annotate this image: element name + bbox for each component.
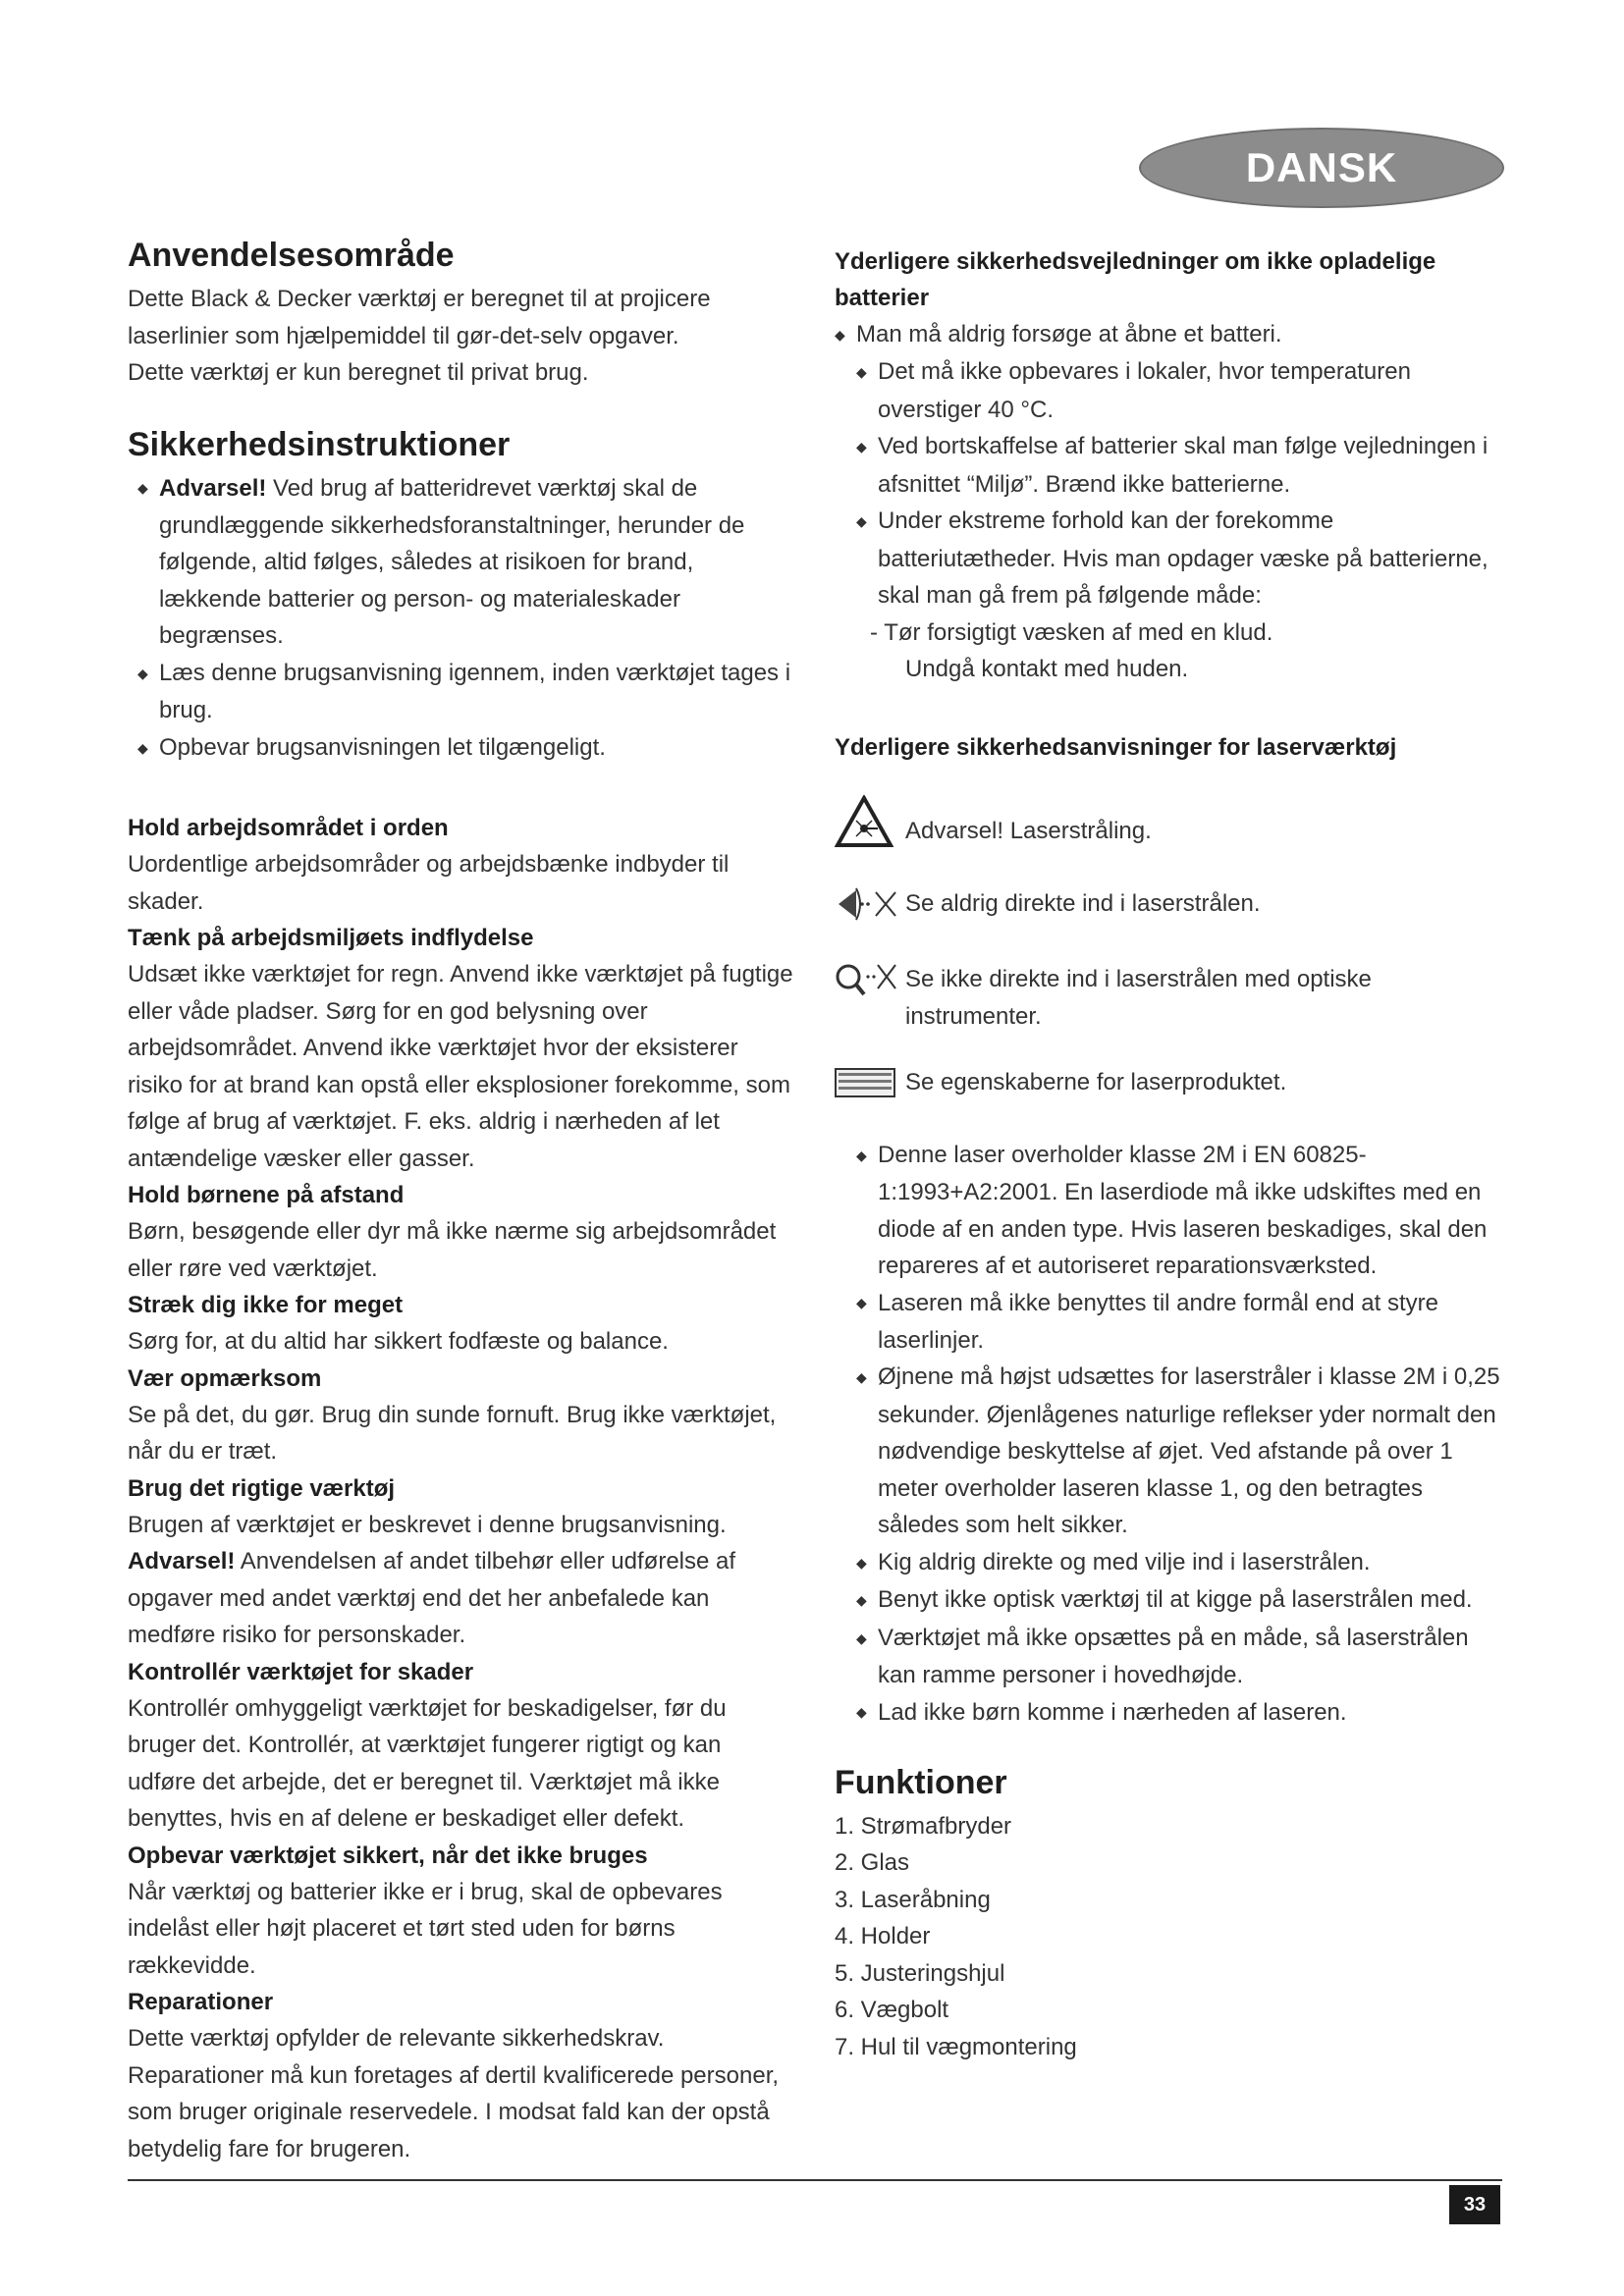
- funktioner-item: 6. Vægbolt: [835, 1997, 949, 2024]
- left-column: [128, 236, 795, 2167]
- section-text: Udsæt ikke værktøjet for regn. Anvend ikke værktøjet på fugtige eller våde pladser. Sørg for en god belysning over arbejdsområdet. Anvend ikke værktøjet hvor der eksisterer risiko for at brand kan opstå eller eksplosioner forekomme, som følge af brug af værktøjet. F. eks. aldrig i nærheden af let antændelige væsker eller gasser.: [128, 961, 793, 1172]
- laser-warning-text: Advarsel! Laserstråling.: [905, 817, 1152, 844]
- page-number: 33: [1449, 2185, 1500, 2224]
- laser-warning-text: Se ikke direkte ind i laserstrålen med optiske instrumenter.: [905, 966, 1372, 1030]
- laser-bullet-text: Denne laser overholder klasse 2M i EN 60825-1:1993+A2:2001. En laserdiode må ikke udskiftes med en diode af en anden type. Hvis laseren beskadiges, skal den repareres af et autoriseret reparationsværksted.: [878, 1141, 1488, 1280]
- laser-bullet: ◆ Lad ikke børn komme i nærheden af laseren.: [856, 1698, 1347, 1726]
- laser-bullet: ◆ Denne laser overholder klasse 2M i EN 60825-1:1993+A2:2001. En laserdiode må ikke udskiftes med en diode af en anden type. Hvis laseren beskadiges, skal den repareres af et autoriseret reparationsværksted.: [856, 1141, 1488, 1280]
- laser-warning-row: [835, 1064, 1502, 1101]
- anvendelse-text-2: Dette værktøj er kun beregnet til privat brug.: [128, 359, 589, 386]
- section-heading: Reparationer: [128, 1989, 274, 2016]
- funktioner-item: 5. Justeringshjul: [835, 1959, 1005, 1987]
- section-heading: Opbevar værktøjet sikkert, når det ikke bruges: [128, 1842, 648, 1869]
- magnifier-beam-icon: [835, 961, 905, 1000]
- laser-bullet-text: Øjnene må højst udsættes for laserstråler i klasse 2M i 0,25 sekunder. Øjenlågenes naturlige reflekser yder normalt den nødvendige beskyttelse af øjet. Ved afstande på over 1 meter overholder laseren klasse 1, og den betragtes således som helt sikker.: [878, 1363, 1500, 1539]
- section-text: Når værktøj og batterier ikke er i brug, skal de opbevares indelåst eller højt placeret et tørt sted uden for børns rækkevidde.: [128, 1878, 723, 1979]
- section-text: Uordentlige arbejdsområder og arbejdsbænke indbyder til skader.: [128, 851, 730, 915]
- laser-heading: Yderligere sikkerhedsanvisninger for laserværktøj: [835, 733, 1397, 761]
- section-text: Sørg for, at du altid har sikkert fodfæste og balance.: [128, 1328, 669, 1356]
- funktioner-title: Funktioner: [835, 1763, 1007, 1801]
- footer-rule: [128, 2179, 1502, 2181]
- sikkerhed-title: Sikkerhedsinstruktioner: [128, 425, 511, 463]
- laser-bullet-text: Laseren må ikke benyttes til andre formål end at styre laserlinjer.: [878, 1289, 1438, 1354]
- section-text: Dette værktøj opfylder de relevante sikkerhedskrav. Reparationer må kun foretages af dertil kvalificerede personer, som bruger originale reservedele. I modsat fald kan der opstå betydelig fare for brugeren.: [128, 2025, 780, 2163]
- sikkerhed-bullet-3-text: Opbevar brugsanvisningen let tilgængeligt.: [159, 733, 606, 761]
- section-heading: Kontrollér værktøjet for skader: [128, 1658, 474, 1685]
- sikkerhed-bullet-2: ◆ Læs denne brugsanvisning igennem, inden værktøjet tages i brug.: [137, 659, 791, 724]
- advarsel-label: Advarsel!: [159, 474, 267, 502]
- funktioner-item: 3. Laseråbning: [835, 1886, 991, 1913]
- laser-bullet: ◆ Benyt ikke optisk værktøj til at kigge på laserstrålen med.: [856, 1586, 1473, 1614]
- sikkerhed-bullet-2-text: Læs denne brugsanvisning igennem, inden værktøjet tages i brug.: [159, 659, 791, 724]
- section-heading: Brug det rigtige værktøj: [128, 1474, 396, 1502]
- battery-bullet: ◆ Man må aldrig forsøge at åbne et batteri.: [835, 321, 1282, 347]
- laser-label-icon: [835, 1068, 905, 1097]
- laser-bullet: ◆ Øjnene må højst udsættes for laserstråler i klasse 2M i 0,25 sekunder. Øjenlågenes naturlige reflekser yder normalt den nødvendige beskyttelse af øjet. Ved afstande på over 1 meter overholder laseren klasse 1, og den betragtes således som helt sikker.: [856, 1363, 1500, 1539]
- battery-bullet-text: Ved bortskaffelse af batterier skal man følge vejledningen i afsnittet “Miljø”. Brænd ikke batterierne.: [878, 433, 1489, 498]
- section-heading: Vær opmærksom: [128, 1364, 322, 1392]
- laser-warning-text: Se egenskaberne for laserproduktet.: [905, 1069, 1287, 1096]
- laser-bullet: ◆ Værktøjet må ikke opsættes på en måde, så laserstrålen kan ramme personer i hovedhøjde.: [856, 1624, 1469, 1689]
- laser-bullet: ◆ Kig aldrig direkte og med vilje ind i laserstrålen.: [856, 1548, 1371, 1575]
- laser-bullet-text: Benyt ikke optisk værktøj til at kigge på laserstrålen med.: [878, 1586, 1473, 1614]
- laser-warning-row: [835, 961, 1502, 1035]
- funktioner-item: 4. Holder: [835, 1923, 931, 1950]
- funktioner-item: 7. Hul til vægmontering: [835, 2033, 1077, 2060]
- section-text: Kontrollér omhyggeligt værktøjet for beskadigelser, før du bruger det. Kontrollér, at værktøjet fungerer rigtigt og kan udføre det arbejde, det er beregnet til. Værktøjet må ikke benyttes, hvis en af delene er beskadiget eller defekt.: [128, 1694, 727, 1833]
- battery-bullet-text: Under ekstreme forhold kan der forekomme batteriutætheder. Hvis man opdager væske på batterierne, skal man gå frem på følgende måde:: [878, 507, 1489, 610]
- funktioner-item: 1. Strømafbryder: [835, 1812, 1012, 1840]
- sikkerhed-bullet-1-text: Ved brug af batteridrevet værktøj skal de grundlæggende sikkerhedsforanstaltninger, herunder de følgende, altid følges, således at risikoen for brand, lækkende batterier og person- og materialeskader begrænses.: [159, 474, 745, 650]
- eye-beam-icon: [835, 882, 905, 926]
- section-text: [128, 1507, 795, 1654]
- battery-sub-1: - Tør forsigtigt væsken af med en klud.: [870, 618, 1273, 646]
- laser-bullet: ◆ Laseren må ikke benyttes til andre formål end at styre laserlinjer.: [856, 1289, 1438, 1354]
- laser-warning-row: [835, 882, 1502, 926]
- battery-heading: Yderligere sikkerhedsvejledninger om ikke opladelige batterier: [835, 248, 1436, 311]
- battery-bullet-text: Det må ikke opbevares i lokaler, hvor temperaturen overstiger 40 °C.: [878, 358, 1411, 423]
- section-heading: Tænk på arbejdsmiljøets indflydelse: [128, 925, 534, 952]
- section-text-part: Brugen af værktøjet er beskrevet i denne brugsanvisning.: [128, 1511, 727, 1538]
- laser-hazard-icon: [835, 795, 905, 848]
- section-heading: Stræk dig ikke for meget: [128, 1292, 404, 1319]
- laser-warning-text: Se aldrig direkte ind i laserstrålen.: [905, 890, 1261, 918]
- anvendelse-text-1: Dette Black & Decker værktøj er beregnet til at projicere laserlinier som hjælpemiddel til gør-det-selv opgaver.: [128, 286, 711, 349]
- sikkerhed-bullet-3: ◆ Opbevar brugsanvisningen let tilgængeligt.: [137, 733, 606, 761]
- battery-sub-2: Undgå kontakt med huden.: [905, 656, 1189, 683]
- anvendelse-title: Anvendelsesområde: [128, 237, 455, 274]
- laser-bullet-text: Lad ikke børn komme i nærheden af laseren.: [878, 1698, 1347, 1726]
- laser-warning-row: [835, 795, 1502, 850]
- laser-bullet-text: Kig aldrig direkte og med vilje ind i laserstrålen.: [878, 1548, 1371, 1575]
- laser-bullet-text: Værktøjet må ikke opsættes på en måde, så laserstrålen kan ramme personer i hovedhøjde.: [878, 1624, 1469, 1689]
- section-text: Børn, besøgende eller dyr må ikke nærme sig arbejdsområdet eller røre ved værktøjet.: [128, 1218, 777, 1282]
- advarsel-label: Advarsel!: [128, 1548, 236, 1575]
- section-text-part: Anvendelsen af andet tilbehør eller udførelse af opgaver med andet værktøj end det her anbefalede kan medføre risiko for personskader.: [128, 1548, 736, 1649]
- funktioner-item: 2. Glas: [835, 1849, 910, 1877]
- language-tab: DANSK: [1139, 128, 1504, 208]
- section-heading: Hold børnene på afstand: [128, 1182, 405, 1209]
- battery-bullet: ◆ Under ekstreme forhold kan der forekomme batteriutætheder. Hvis man opdager væske på batterierne, skal man gå frem på følgende måde:: [856, 507, 1489, 610]
- section-text: Se på det, du gør. Brug din sunde fornuft. Brug ikke værktøjet, når du er træt.: [128, 1401, 777, 1466]
- right-column: [835, 236, 1502, 2065]
- battery-bullet: ◆ Det må ikke opbevares i lokaler, hvor temperaturen overstiger 40 °C.: [856, 358, 1411, 423]
- section-heading: Hold arbejdsområdet i orden: [128, 815, 449, 842]
- battery-bullet: ◆ Ved bortskaffelse af batterier skal man følge vejledningen i afsnittet “Miljø”. Brænd ikke batterierne.: [856, 433, 1489, 498]
- battery-bullet-text: Man må aldrig forsøge at åbne et batteri.: [856, 321, 1282, 347]
- sikkerhed-bullet-1: ◆ Advarsel! Ved brug af batteridrevet værktøj skal de grundlæggende sikkerhedsforanstaltninger, herunder de følgende, altid følges, således at risikoen for brand, lækkende batterier og person- og materialeskader begrænses.: [137, 474, 745, 650]
